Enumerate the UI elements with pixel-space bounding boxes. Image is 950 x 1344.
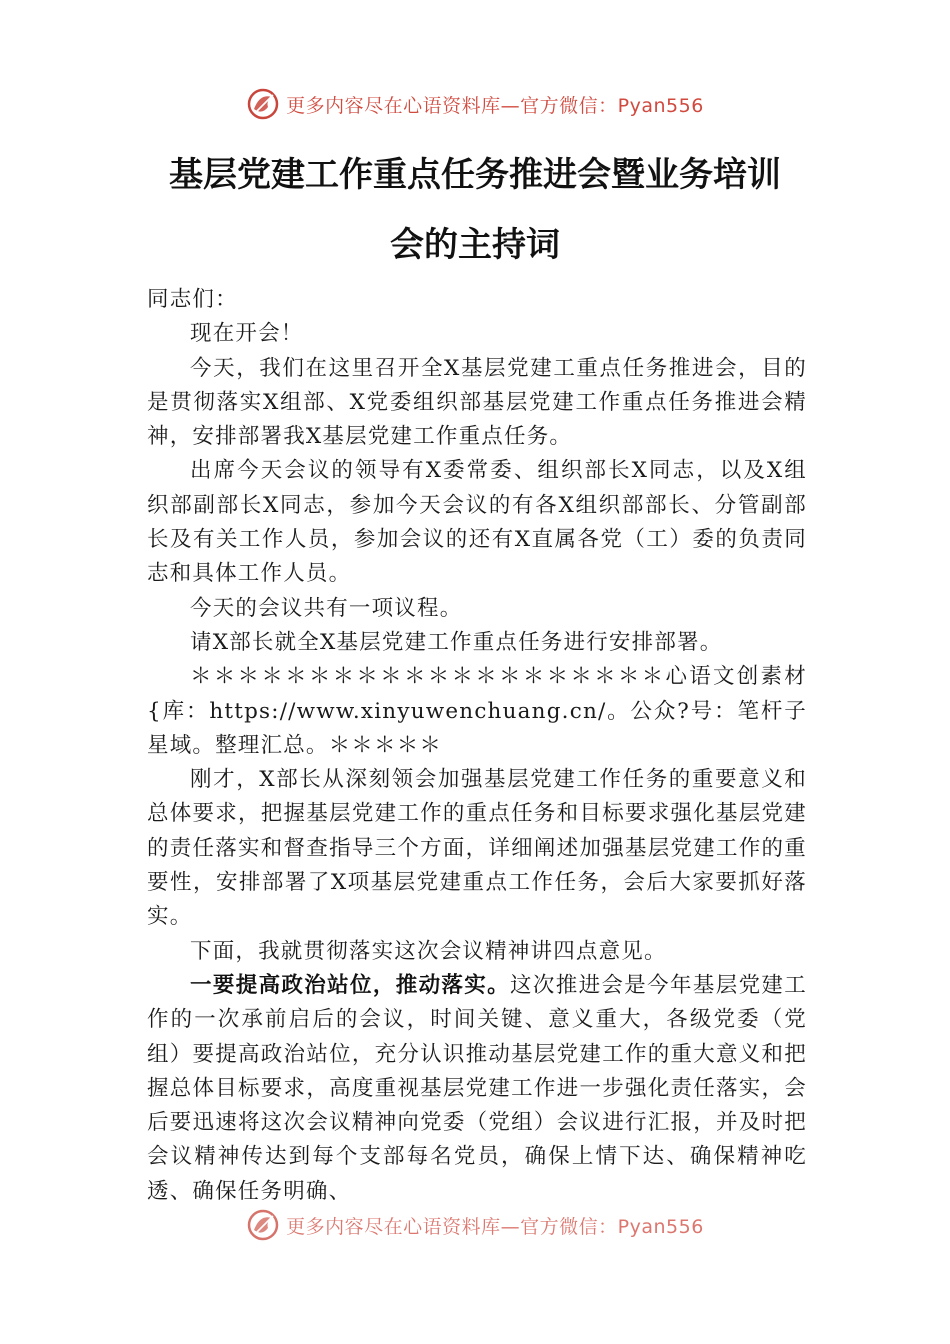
document-title-line-1: 基层党建工作重点任务推进会暨业务培训 bbox=[169, 155, 781, 195]
paragraph-transition: 下面，我就贯彻落实这次会议精神讲四点意见。 bbox=[190, 938, 667, 964]
paragraph-invitation: 请X部长就全X基层党建工作重点任务进行安排部署。 bbox=[190, 629, 723, 655]
point-one-heading: 一要提高政治站位，推动落实。 bbox=[190, 972, 510, 998]
watermark-footer bbox=[0, 1205, 950, 1245]
watermark-text: 更多内容尽在心语资料库—官方微信：Pyan556 bbox=[286, 94, 704, 117]
paragraph-point-one bbox=[147, 969, 807, 1209]
paragraph-purpose: 今天，我们在这里召开全X基层党建工重点任务推进会，目的是贯彻落实X组部、X党委组织部基层党建工作重点任务推进会精神，安排部署我X基层党建工作重点任务。 bbox=[147, 355, 807, 450]
seal-logo-icon bbox=[246, 1208, 280, 1242]
paragraph-source-note: ＊＊＊＊＊＊＊＊＊＊＊＊＊＊＊＊＊＊＊＊心语文创素材{库：https://www.xinyuwenchuang.cn/。公众?号：笔杆子星域。整理汇总。＊＊＊＊＊ bbox=[147, 664, 807, 758]
watermark-header bbox=[0, 84, 950, 124]
document-body bbox=[147, 283, 807, 1209]
paragraph-summary: 刚才，X部长从深刻领会加强基层党建工作任务的重要意义和总体要求，把握基层党建工作的重点任务和目标要求强化基层党建的责任落实和督查指导三个方面，详细阐述加强基层党建工作的重要性，安排部署了X项基层党建重点工作任务，会后大家要抓好落实。 bbox=[147, 767, 807, 930]
salutation: 同志们： bbox=[147, 287, 238, 312]
point-one-text: 这次推进会是今年基层党建工作的一次承前启后的会议，时间关键、意义重大，各级党委（党组）要提高政治站位，充分认识推动基层党建工作的重大意义和把握总体目标要求，高度重视基层党建工作进一步强化责任落实，会后要迅速将这次会议精神向党委（党组）会议进行汇报，并及时把会议精神传达到每个支部每名党员，确保上情下达、确保精神吃透、确保任务明确、 bbox=[147, 972, 807, 1204]
seal-logo-icon bbox=[246, 87, 280, 121]
paragraph-agenda: 今天的会议共有一项议程。 bbox=[190, 595, 463, 621]
paragraph-opening: 现在开会！ bbox=[190, 321, 304, 347]
watermark-text-footer: 更多内容尽在心语资料库—官方微信：Pyan556 bbox=[286, 1215, 704, 1238]
paragraph-attendees: 出席今天会议的领导有X委常委、组织部长X同志，以及X组织部副部长X同志，参加今天会议的有各X组织部部长、分管副部长及有关工作人员，参加会议的还有X直属各党（工）委的负责同志和具体工作人员。 bbox=[147, 458, 807, 587]
document-title-line-2: 会的主持词 bbox=[390, 225, 560, 265]
